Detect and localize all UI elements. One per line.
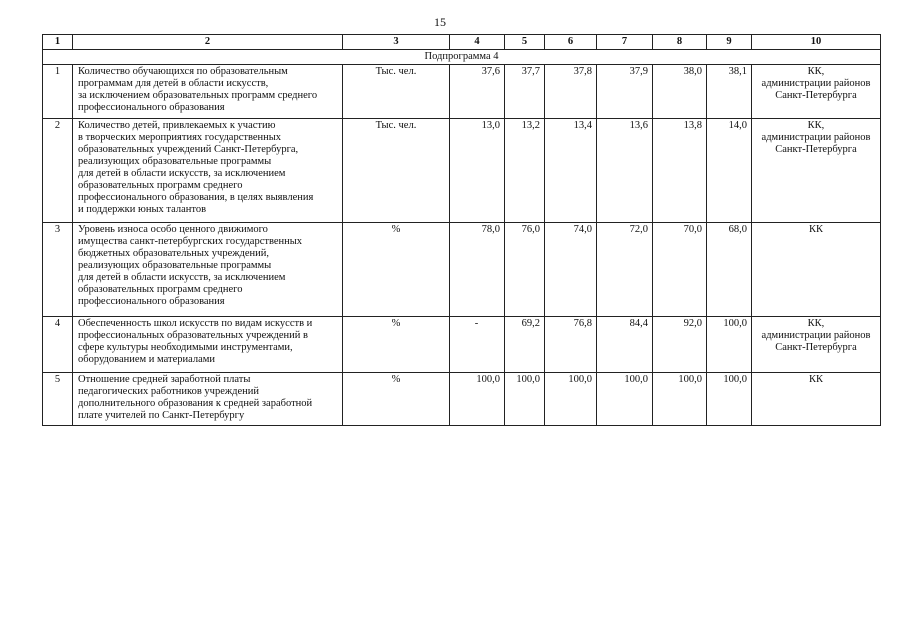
indicator-name-line: и поддержки юных талантов — [78, 204, 207, 215]
col-header: 10 — [752, 35, 881, 50]
indicator-name — [73, 119, 343, 223]
responsible-cell — [752, 223, 881, 317]
value-cell: 92,0 — [653, 317, 707, 373]
responsible-line: Санкт-Петербурга — [775, 144, 857, 155]
responsible-line: администрации районов — [761, 78, 871, 89]
responsible-line: КК, — [807, 120, 825, 131]
value-cell: 72,0 — [597, 223, 653, 317]
value-cell: 76,8 — [545, 317, 597, 373]
indicator-name-line: бюджетных образовательных учреждений, — [78, 248, 269, 259]
indicator-name-line: профессионального образования, в целях выявления — [78, 192, 314, 203]
value-cell: 100,0 — [707, 317, 752, 373]
value-cell: 13,6 — [597, 119, 653, 223]
subprogram-row — [43, 50, 881, 65]
value-cell: 74,0 — [545, 223, 597, 317]
value-cell: 13,0 — [450, 119, 505, 223]
unit-cell: Тыс. чел. — [343, 65, 450, 119]
responsible-cell — [752, 373, 881, 426]
indicator-name-line: реализующих образовательные программы — [78, 156, 272, 167]
indicator-name-line: для детей в области искусств, за исключением — [78, 168, 286, 179]
value-cell: 84,4 — [597, 317, 653, 373]
value-cell: 100,0 — [450, 373, 505, 426]
subprogram-title: Подпрограмма 4 — [43, 50, 881, 65]
value-cell: 70,0 — [653, 223, 707, 317]
responsible-line: КК, — [807, 318, 825, 329]
col-header: 9 — [707, 35, 752, 50]
indicator-name-line: за исключением образовательных программ среднего — [78, 90, 318, 101]
unit-cell: % — [343, 317, 450, 373]
col-header: 4 — [450, 35, 505, 50]
value-cell: 100,0 — [653, 373, 707, 426]
row-number: 4 — [43, 317, 73, 373]
value-cell: 38,0 — [653, 65, 707, 119]
indicator-name-line: Уровень износа особо ценного движимого — [78, 224, 268, 235]
col-header: 1 — [43, 35, 73, 50]
indicator-name-line: педагогических работников учреждений — [78, 386, 259, 397]
value-cell: 37,6 — [450, 65, 505, 119]
responsible-cell — [752, 65, 881, 119]
value-cell: 37,8 — [545, 65, 597, 119]
responsible-line: КК — [808, 374, 823, 385]
table-row — [43, 373, 881, 426]
indicator-name-line: в творческих мероприятиях государственных — [78, 132, 282, 143]
indicator-name-line: оборудованием и материалами — [78, 354, 216, 365]
row-number: 2 — [43, 119, 73, 223]
col-header: 7 — [597, 35, 653, 50]
value-cell: 68,0 — [707, 223, 752, 317]
value-cell: 100,0 — [505, 373, 545, 426]
responsible-line: администрации районов — [761, 132, 871, 143]
header-row — [43, 35, 881, 50]
indicator-name-line: образовательных программ среднего — [78, 180, 243, 191]
col-header: 2 — [73, 35, 343, 50]
responsible-line: администрации районов — [761, 330, 871, 341]
value-cell: 69,2 — [505, 317, 545, 373]
indicator-name-line: образовательных программ среднего — [78, 284, 243, 295]
row-number: 5 — [43, 373, 73, 426]
responsible-cell — [752, 119, 881, 223]
page-number: 15 — [434, 15, 446, 29]
indicator-name-line: Обеспеченность школ искусств по видам искусств и — [78, 318, 313, 329]
responsible-cell — [752, 317, 881, 373]
indicators-table — [42, 34, 881, 426]
indicator-name — [73, 223, 343, 317]
indicator-name-line: плате учителей по Санкт-Петербургу — [78, 410, 245, 421]
col-header: 3 — [343, 35, 450, 50]
responsible-line: КК, — [807, 66, 825, 77]
indicator-name — [73, 317, 343, 373]
value-cell: 100,0 — [597, 373, 653, 426]
value-cell: 13,4 — [545, 119, 597, 223]
value-cell: 37,9 — [597, 65, 653, 119]
indicator-name-line: профессиональных образовательных учреждений в — [78, 330, 308, 341]
value-cell: 78,0 — [450, 223, 505, 317]
value-cell: 76,0 — [505, 223, 545, 317]
value-cell: 14,0 — [707, 119, 752, 223]
indicator-name-line: сфере культуры необходимыми инструментами, — [78, 342, 293, 353]
indicator-name-line: дополнительного образования к средней заработной — [78, 398, 313, 409]
indicator-name-line: образовательных учреждений Санкт-Петербурга, — [78, 144, 299, 155]
indicator-name-line: программам для детей в области искусств, — [78, 78, 269, 89]
value-cell: 100,0 — [545, 373, 597, 426]
row-number: 3 — [43, 223, 73, 317]
value-cell: 13,8 — [653, 119, 707, 223]
responsible-line: КК — [808, 224, 823, 235]
indicator-name-line: профессионального образования — [78, 296, 225, 307]
indicator-name-line: Количество детей, привлекаемых к участию — [78, 120, 276, 131]
table-row — [43, 65, 881, 119]
indicator-name-line: Отношение средней заработной платы — [78, 374, 251, 385]
value-cell: - — [450, 317, 505, 373]
value-cell: 37,7 — [505, 65, 545, 119]
indicator-name — [73, 65, 343, 119]
table-row — [43, 317, 881, 373]
indicator-name — [73, 373, 343, 426]
unit-cell: % — [343, 373, 450, 426]
indicator-name-line: для детей в области искусств, за исключением — [78, 272, 286, 283]
value-cell: 13,2 — [505, 119, 545, 223]
unit-cell: Тыс. чел. — [343, 119, 450, 223]
indicator-name-line: профессионального образования — [78, 102, 225, 113]
responsible-line: Санкт-Петербурга — [775, 90, 857, 101]
table-row — [43, 119, 881, 223]
row-number: 1 — [43, 65, 73, 119]
table-row — [43, 223, 881, 317]
indicator-name-line: реализующих образовательные программы — [78, 260, 272, 271]
responsible-line: Санкт-Петербурга — [775, 342, 857, 353]
unit-cell: % — [343, 223, 450, 317]
col-header: 5 — [505, 35, 545, 50]
col-header: 6 — [545, 35, 597, 50]
value-cell: 38,1 — [707, 65, 752, 119]
value-cell: 100,0 — [707, 373, 752, 426]
indicator-name-line: Количество обучающихся по образовательным — [78, 66, 288, 77]
col-header: 8 — [653, 35, 707, 50]
indicator-name-line: имущества санкт-петербургских государственных — [78, 236, 303, 247]
